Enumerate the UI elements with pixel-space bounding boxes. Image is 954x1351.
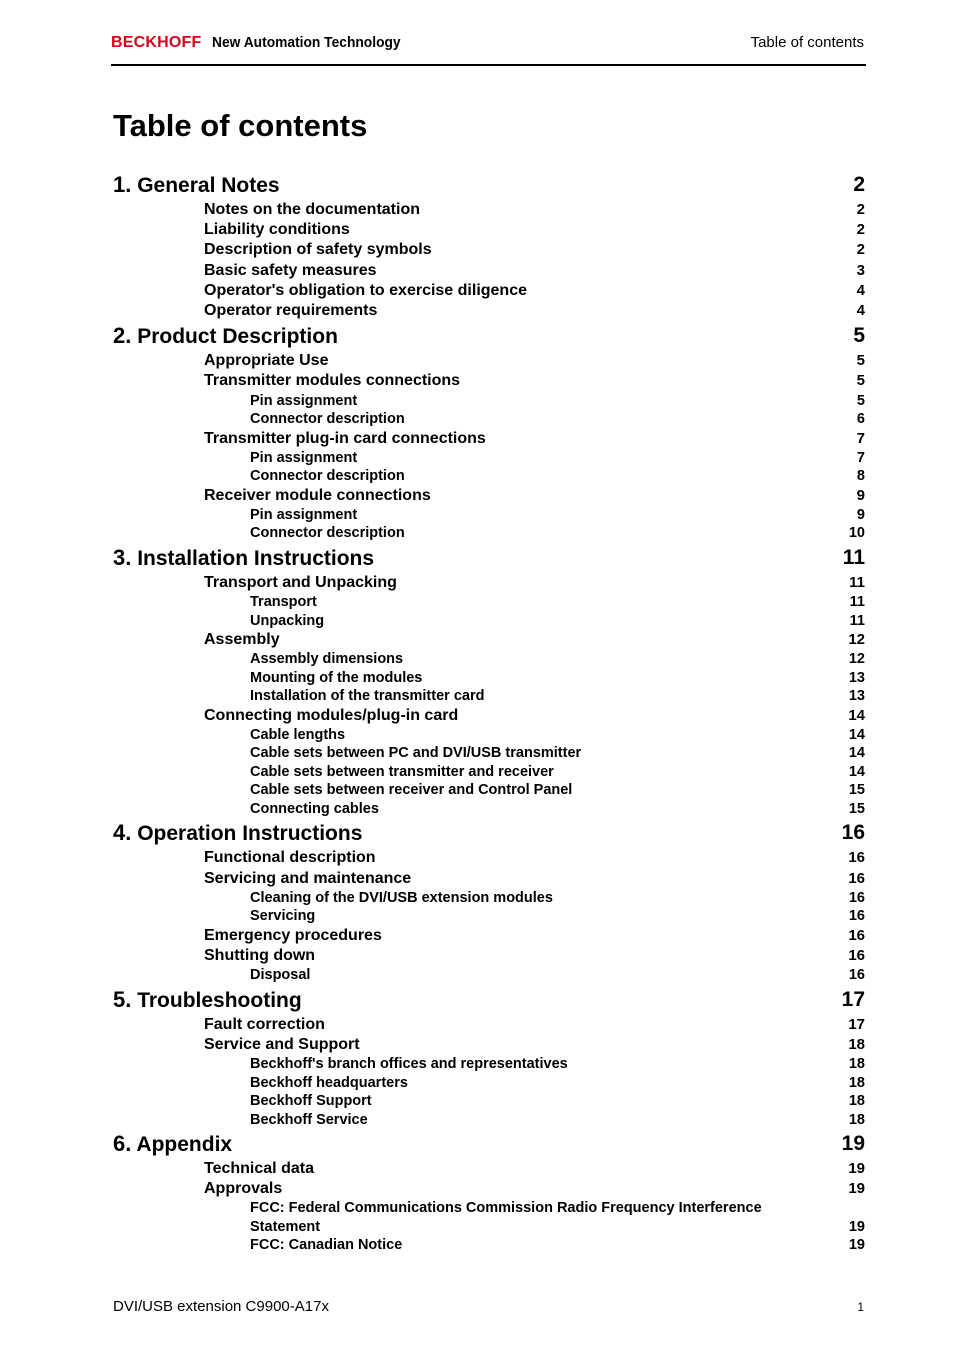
toc-entry-title: Installation of the transmitter card [250, 688, 485, 705]
toc-section[interactable] [113, 1035, 865, 1055]
toc-chapter-number: 1. [113, 172, 132, 197]
toc-subsection[interactable] [113, 687, 865, 706]
toc-subsection[interactable] [113, 1055, 865, 1074]
toc-section[interactable] [113, 848, 865, 868]
toc-entry-title: Disposal [250, 967, 311, 984]
toc-subsection[interactable] [113, 1236, 865, 1255]
toc-entry-title: FCC: Federal Communications Commission Radio Frequency Interference [250, 1200, 762, 1217]
toc-entry-title: Cable lengths [250, 726, 346, 743]
toc-entry-title: Product Description [137, 325, 338, 349]
toc-entry-page: 5 [856, 352, 865, 370]
toc-subsection[interactable] [113, 392, 865, 411]
toc-chapter-number: 3. [113, 544, 132, 570]
toc-chapter-number: 2. [113, 323, 132, 349]
toc-entry-title: Operation Instructions [137, 822, 363, 846]
toc-section[interactable] [113, 240, 865, 260]
toc-section[interactable] [113, 351, 865, 371]
toc-entry-title: Assembly dimensions [250, 651, 404, 668]
toc-entry-page: 17 [841, 987, 865, 1011]
toc-entry-title: Transport [250, 594, 317, 611]
toc-subsection[interactable] [113, 1074, 865, 1093]
toc-entry-title: General Notes [137, 174, 280, 197]
toc-section[interactable] [113, 220, 865, 240]
toc-entry-title: Technical data [204, 1160, 314, 1178]
toc-entry-title: Pin assignment [250, 449, 358, 466]
toc-entry-page: 10 [848, 525, 865, 542]
toc-entry-title: Beckhoff Support [250, 1093, 372, 1110]
toc-chapter[interactable] [113, 985, 865, 1015]
toc-entry-title: Beckhoff headquarters [250, 1074, 408, 1091]
toc-entry-page: 8 [856, 468, 865, 485]
toc-entry-title: Connector description [250, 468, 405, 485]
toc-entry-page: 16 [848, 889, 865, 906]
logo-tagline: New Automation Technology [211, 34, 401, 51]
toc-section[interactable] [113, 371, 865, 391]
toc-entry-title: Beckhoff's branch offices and representatives [250, 1056, 568, 1073]
toc-section[interactable] [113, 429, 865, 449]
page-header [111, 30, 866, 66]
toc-entry-title: Servicing [250, 908, 316, 925]
toc-entry-title: Cable sets between receiver and Control Panel [250, 782, 573, 799]
footer-document-name: DVI/USB extension C9900-A17x [113, 1298, 329, 1315]
toc-entry-title: Troubleshooting [137, 988, 302, 1012]
toc-entry-title: Installation Instructions [137, 546, 375, 570]
toc-subsection[interactable] [113, 907, 865, 926]
toc-entry-title: Operator requirements [204, 301, 378, 319]
toc-entry-title: Beckhoff Service [250, 1111, 368, 1128]
toc-entry-title: Notes on the documentation [204, 201, 420, 218]
toc-subsection[interactable] [113, 889, 865, 908]
toc-entry-title: Description of safety symbols [204, 241, 432, 259]
toc-subsection[interactable] [113, 1111, 865, 1130]
toc-entry-page: 18 [848, 1035, 865, 1053]
toc-section[interactable] [113, 869, 865, 889]
toc-section[interactable] [113, 1015, 865, 1035]
toc-entry-title: Appendix [136, 1133, 233, 1157]
toc-entry-title: Cable sets between transmitter and receiver [250, 763, 554, 780]
toc-entry-page: 18 [848, 1111, 865, 1128]
toc-subsection[interactable] [113, 524, 865, 543]
toc-subsection[interactable] [113, 506, 865, 525]
toc-entry-title: Fault correction [204, 1015, 325, 1033]
toc-entry-page: 2 [856, 221, 865, 239]
table-of-contents [113, 170, 865, 1255]
toc-entry-page: 17 [848, 1015, 865, 1033]
toc-subsection[interactable] [113, 612, 865, 631]
toc-entry-title: Cable sets between PC and DVI/USB transmitter [250, 745, 582, 762]
toc-entry-page: 3 [856, 261, 865, 279]
toc-entry-page: 15 [848, 800, 865, 817]
toc-entry-title: Mounting of the modules [250, 669, 423, 686]
toc-entry-title: Service and Support [204, 1035, 360, 1053]
toc-entry-page: 16 [848, 869, 865, 887]
toc-entry-title: Statement [250, 1218, 321, 1235]
toc-entry-title: Shutting down [204, 947, 316, 964]
toc-entry-page: 2 [853, 173, 865, 196]
toc-entry-page: 7 [856, 449, 865, 466]
toc-entry-page: 2 [856, 201, 865, 218]
toc-entry-page: 11 [849, 573, 865, 591]
toc-entry-title: Servicing and maintenance [204, 869, 412, 887]
toc-chapter[interactable] [113, 818, 865, 848]
toc-entry-title: Operator's obligation to exercise diligence [204, 281, 527, 299]
toc-subsection[interactable] [113, 1218, 865, 1237]
toc-entry-title: Connector description [250, 525, 405, 542]
toc-subsection[interactable] [113, 800, 865, 819]
toc-section[interactable] [113, 573, 865, 593]
toc-subsection[interactable] [113, 449, 865, 468]
toc-section[interactable] [113, 281, 865, 301]
toc-entry-page: 4 [856, 281, 865, 299]
logo-brand: BECKHOFF [111, 34, 202, 51]
toc-entry-page: 14 [848, 726, 865, 743]
toc-entry-title: FCC: Canadian Notice [250, 1237, 403, 1254]
toc-entry-title: Basic safety measures [204, 261, 377, 279]
toc-subsection[interactable] [113, 467, 865, 486]
toc-entry-title: Emergency procedures [204, 926, 382, 944]
toc-entry-page: 18 [848, 1056, 865, 1073]
toc-chapter-number: 6. [113, 1131, 132, 1157]
toc-entry-title: Transmitter plug-in card connections [204, 429, 486, 447]
toc-entry-title: Functional description [204, 849, 376, 867]
toc-entry-title: Transport and Unpacking [204, 573, 397, 591]
toc-section[interactable] [113, 1159, 865, 1179]
toc-subsection[interactable] [113, 669, 865, 688]
toc-entry-title: Assembly [204, 631, 280, 649]
toc-section[interactable] [113, 946, 865, 966]
toc-entry-page: 16 [848, 967, 865, 984]
toc-entry-page: 16 [848, 908, 865, 925]
toc-chapter[interactable] [113, 1129, 865, 1159]
toc-section[interactable] [113, 706, 865, 726]
toc-entry-title: Cleaning of the DVI/USB extension modules [250, 889, 553, 906]
toc-entry-title: Pin assignment [250, 392, 358, 409]
toc-subsection[interactable] [113, 650, 865, 669]
toc-entry-page: 12 [848, 631, 865, 649]
toc-entry-page: 11 [849, 594, 865, 611]
toc-section[interactable] [113, 486, 865, 506]
toc-entry-page: 4 [856, 301, 865, 319]
toc-entry-page: 5 [853, 324, 865, 348]
toc-chapter-number: 5. [113, 986, 132, 1012]
toc-entry-page: 9 [856, 506, 865, 523]
toc-entry-page: 6 [856, 411, 865, 427]
header-section-title: Table of contents [750, 34, 864, 51]
toc-subsection[interactable] [113, 744, 865, 763]
toc-entry-page: 14 [848, 706, 865, 724]
toc-subsection[interactable] [113, 763, 865, 782]
toc-entry-page: 19 [841, 1132, 865, 1156]
toc-entry-page: 19 [848, 1218, 865, 1235]
toc-entry-page: 16 [848, 926, 865, 944]
toc-entry-title: Liability conditions [204, 221, 350, 239]
toc-entry-title: Connecting cables [250, 800, 379, 817]
beckhoff-logo [111, 34, 417, 52]
toc-chapter[interactable] [113, 170, 865, 200]
toc-entry-page: 12 [848, 651, 865, 668]
toc-entry-page: 9 [856, 486, 865, 504]
toc-entry-title: Receiver module connections [204, 486, 431, 504]
toc-subsection[interactable] [113, 1092, 865, 1111]
toc-subsection[interactable] [113, 410, 865, 429]
toc-entry-title: Transmitter modules connections [204, 372, 461, 390]
toc-entry-page: 5 [856, 372, 865, 390]
toc-section[interactable] [113, 261, 865, 281]
footer-page-number: 1 [857, 1300, 864, 1314]
toc-entry-page: 13 [848, 669, 865, 686]
toc-entry-title: Appropriate Use [204, 352, 329, 370]
toc-entry-page: 13 [848, 688, 865, 705]
toc-entry-page: 11 [849, 612, 865, 629]
toc-entry-page: 19 [848, 1160, 865, 1178]
toc-chapter[interactable] [113, 543, 865, 573]
toc-entry-page: 15 [848, 782, 865, 799]
toc-entry-page: 16 [841, 821, 865, 845]
toc-subsection[interactable] [113, 1199, 865, 1218]
toc-entry-title: Connector description [250, 411, 405, 427]
toc-entry-page: 2 [856, 241, 865, 259]
toc-entry-page: 5 [856, 392, 865, 409]
toc-section[interactable] [113, 926, 865, 946]
toc-entry-page: 14 [848, 745, 865, 762]
toc-subsection[interactable] [113, 781, 865, 800]
toc-subsection[interactable] [113, 726, 865, 745]
toc-entry-page: 19 [848, 1180, 865, 1198]
toc-chapter-number: 4. [113, 820, 132, 846]
toc-entry-page: 11 [842, 545, 865, 569]
toc-entry-title: Unpacking [250, 612, 325, 629]
toc-section[interactable] [113, 200, 865, 220]
toc-entry-page: 14 [848, 763, 865, 780]
toc-section[interactable] [113, 1179, 865, 1199]
toc-entry-page: 16 [848, 947, 865, 964]
toc-entry-page: 7 [856, 429, 865, 447]
toc-entry-title: Connecting modules/plug-in card [204, 706, 459, 724]
toc-subsection[interactable] [113, 593, 865, 612]
toc-entry-page: 19 [848, 1237, 865, 1254]
page-title: Table of contents [113, 108, 368, 143]
toc-entry-title: Approvals [204, 1180, 283, 1198]
toc-entry-title: Pin assignment [250, 506, 358, 523]
toc-subsection[interactable] [113, 966, 865, 985]
toc-chapter[interactable] [113, 321, 865, 351]
toc-entry-page: 18 [848, 1093, 865, 1110]
toc-entry-page: 16 [848, 849, 865, 867]
toc-section[interactable] [113, 630, 865, 650]
toc-section[interactable] [113, 301, 865, 321]
toc-entry-page: 18 [848, 1074, 865, 1091]
